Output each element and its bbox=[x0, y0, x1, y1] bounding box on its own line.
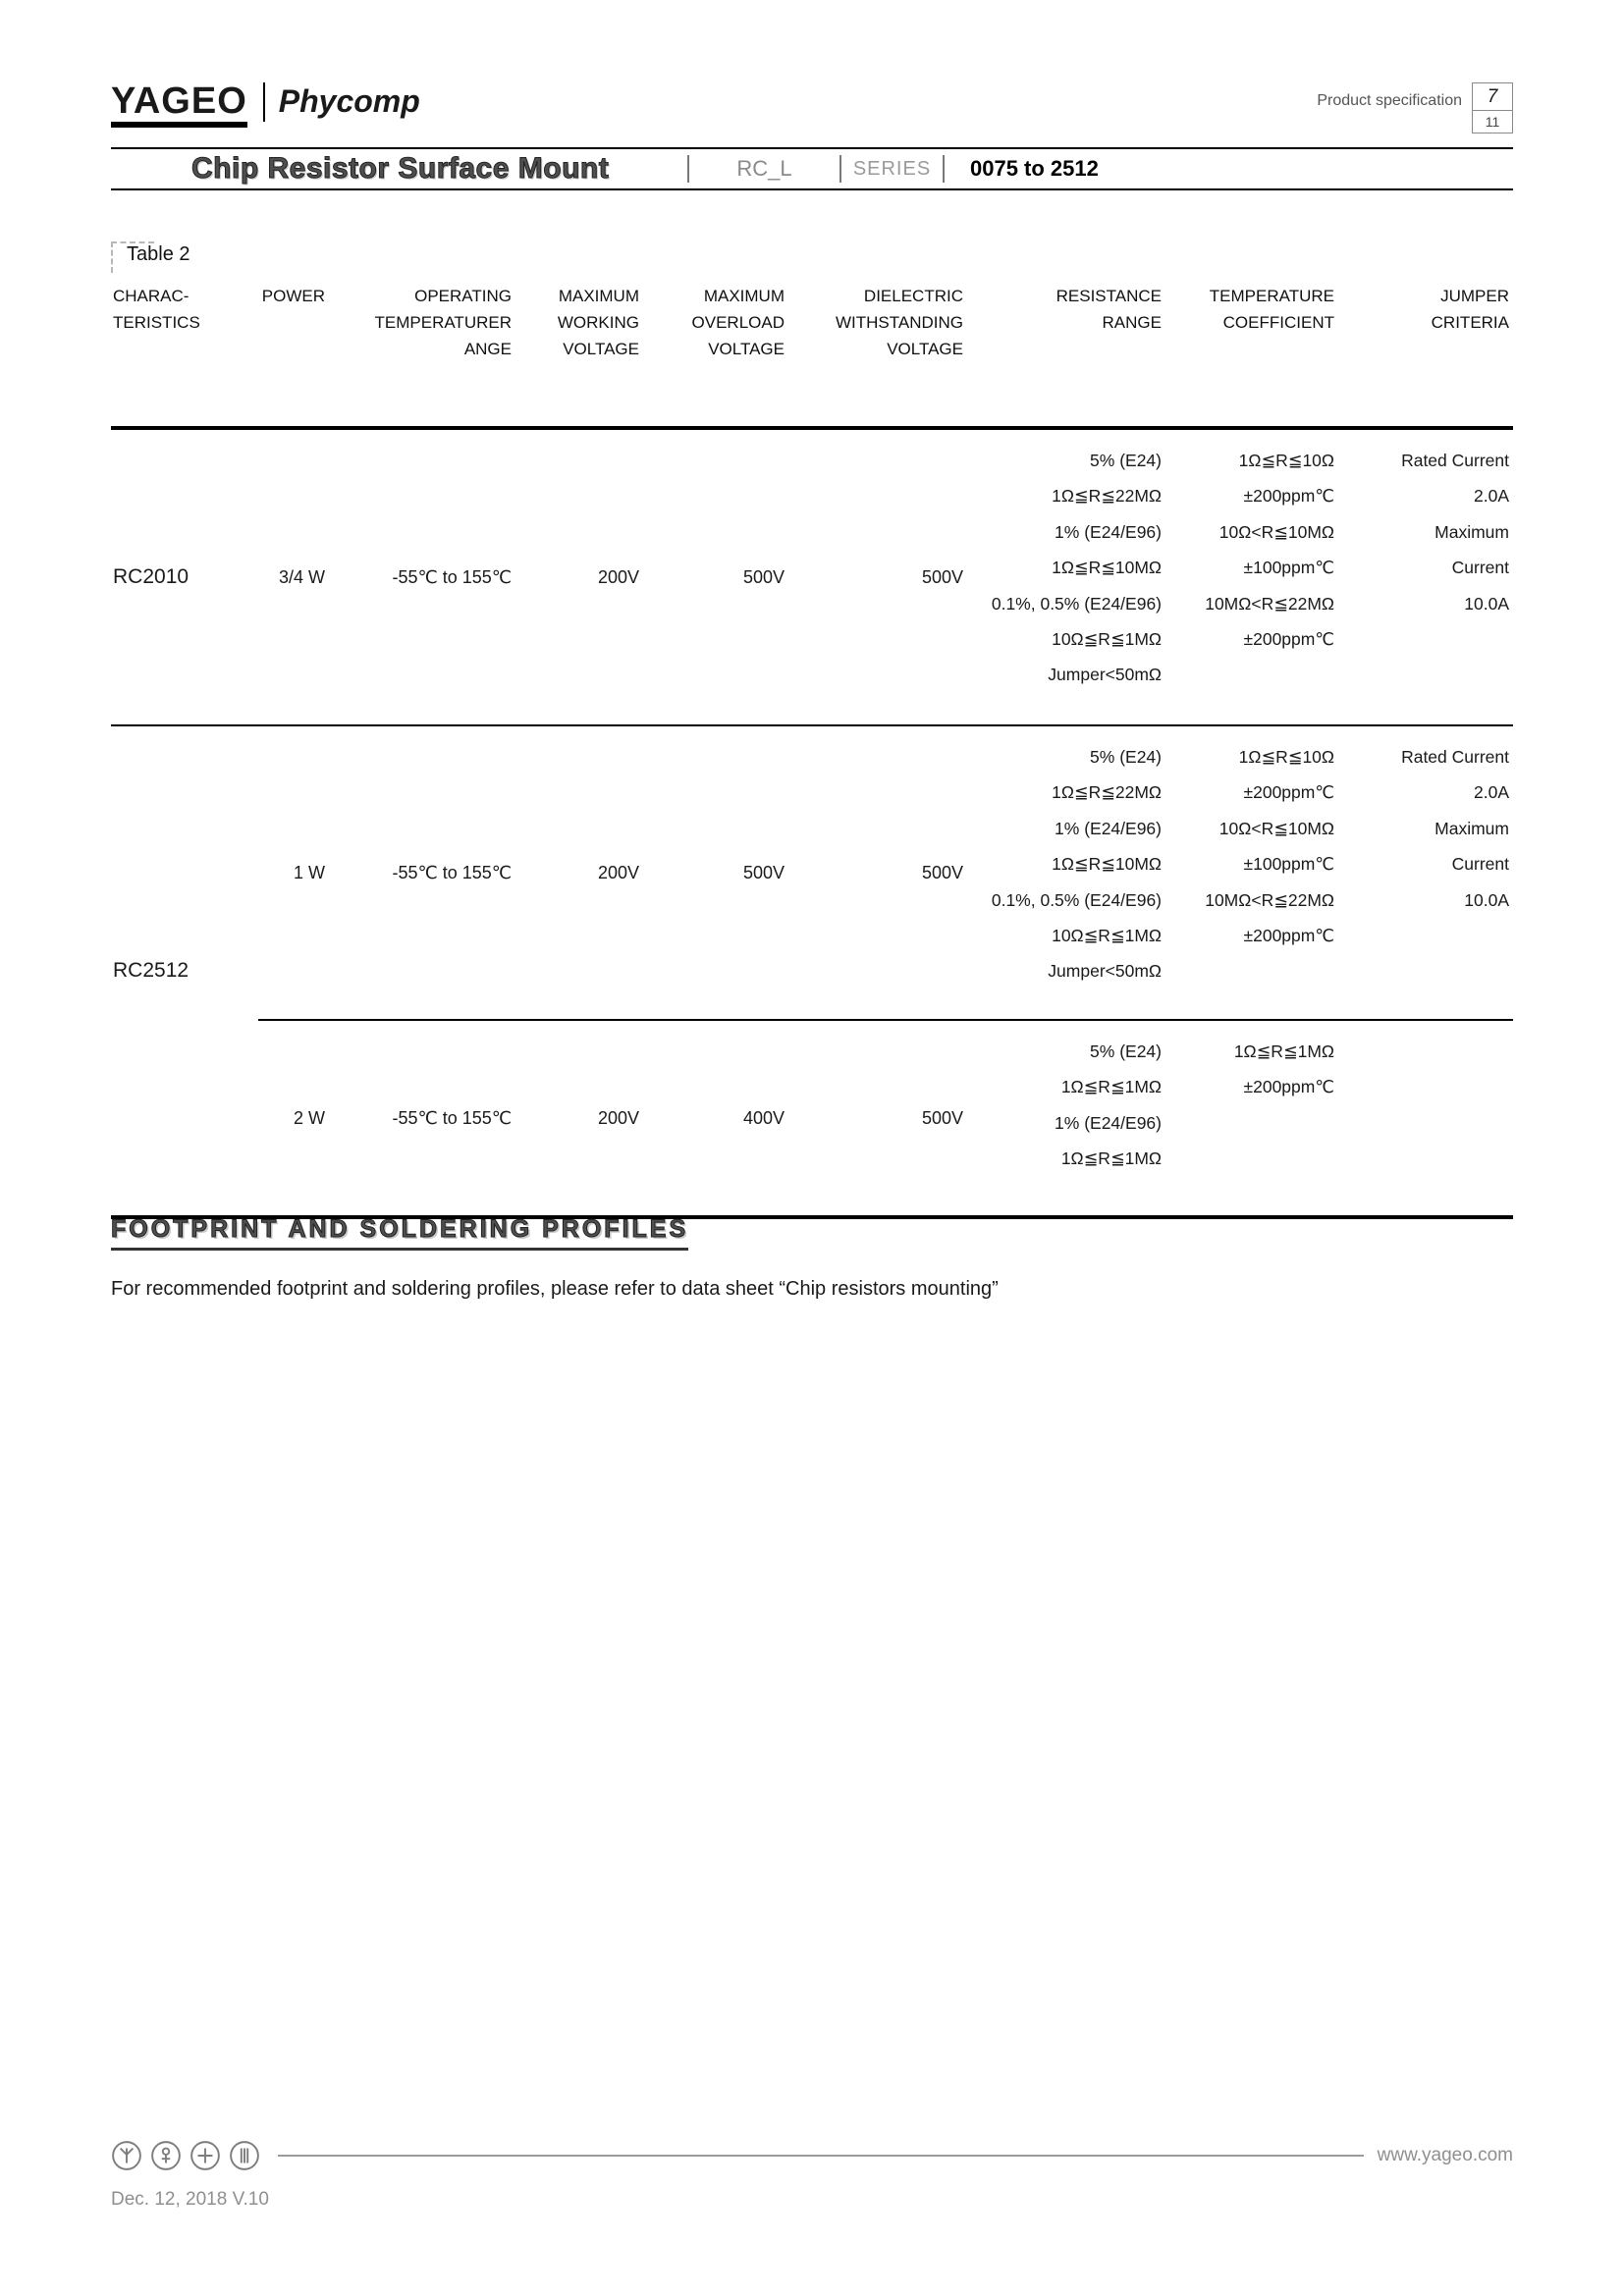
table-row-rc2512-2w bbox=[111, 1020, 1513, 1217]
header-line: TEMPERATURER bbox=[374, 313, 512, 332]
value-line: Maximum bbox=[1435, 521, 1509, 542]
series-code: RC_L bbox=[736, 156, 792, 181]
value-line: 1% (E24/E96) bbox=[1055, 1112, 1162, 1133]
header-line: RESISTANCE bbox=[1056, 287, 1162, 305]
value-line: Maximum bbox=[1435, 818, 1509, 838]
jumper-criteria-cell bbox=[1338, 725, 1513, 1020]
value-line: ±200ppm℃ bbox=[1243, 486, 1334, 507]
footer bbox=[111, 2140, 1513, 2211]
col-header-max-working-voltage bbox=[515, 279, 643, 428]
header-line: JUMPER bbox=[1440, 287, 1509, 305]
header-line: TEMPERATURE bbox=[1209, 287, 1334, 305]
footprint-heading: FOOTPRINT AND SOLDERING PROFILES bbox=[111, 1215, 688, 1251]
col-header-dielectric-withstanding-voltage bbox=[788, 279, 967, 428]
working-voltage-cell: 200V bbox=[515, 428, 643, 725]
value-line: 10Ω<R≦10MΩ bbox=[1218, 521, 1334, 542]
resistance-range-cell bbox=[967, 1020, 1165, 1217]
table-caption: Table 2 bbox=[127, 243, 190, 265]
value-line: 5% (E24) bbox=[1090, 747, 1162, 767]
temp-coefficient-cell bbox=[1165, 428, 1338, 725]
yageo-logo-text: YAGEO bbox=[111, 82, 247, 128]
document-title: Chip Resistor Surface Mount bbox=[191, 152, 610, 185]
value-line: 1Ω≦R≦1MΩ bbox=[1233, 1041, 1334, 1061]
table-header-row bbox=[111, 279, 1513, 428]
footer-row bbox=[111, 2140, 1513, 2171]
header-line: RANGE bbox=[1102, 313, 1162, 332]
power-cell: 3/4 W bbox=[258, 428, 329, 725]
table-area bbox=[111, 236, 1513, 1219]
value-line: Current bbox=[1451, 854, 1509, 875]
header-line: WORKING bbox=[557, 313, 639, 332]
header-line: VOLTAGE bbox=[708, 340, 785, 358]
value-line: 1% (E24/E96) bbox=[1055, 818, 1162, 838]
table-row-rc2010 bbox=[111, 428, 1513, 725]
value-line: 10.0A bbox=[1464, 889, 1509, 910]
temp-coefficient-cell bbox=[1165, 725, 1338, 1020]
model-cell: RC2512 bbox=[111, 725, 258, 1217]
header-line: CRITERIA bbox=[1431, 313, 1509, 332]
header-line: COEFFICIENT bbox=[1222, 313, 1334, 332]
value-line: 1Ω≦R≦10MΩ bbox=[1052, 854, 1162, 875]
col-header-max-overload-voltage bbox=[643, 279, 788, 428]
value-line: 1Ω≦R≦1MΩ bbox=[1060, 1148, 1162, 1169]
spec-area bbox=[1317, 82, 1513, 133]
col-header-temperature-coefficient bbox=[1165, 279, 1338, 428]
jumper-criteria-cell bbox=[1338, 1020, 1513, 1217]
col-header-jumper-criteria bbox=[1338, 279, 1513, 428]
temp-coefficient-cell bbox=[1165, 1020, 1338, 1217]
col-header-operating-temperature-range bbox=[329, 279, 515, 428]
dielectric-voltage-cell: 500V bbox=[788, 1020, 967, 1217]
caption-row bbox=[111, 236, 1513, 279]
value-line: ±200ppm℃ bbox=[1243, 1077, 1334, 1097]
value-line: 1% (E24/E96) bbox=[1055, 521, 1162, 542]
value-line: 10Ω≦R≦1MΩ bbox=[1052, 629, 1162, 650]
jumper-criteria-cell bbox=[1338, 428, 1513, 725]
overload-voltage-cell: 500V bbox=[643, 725, 788, 1020]
date-version: Dec. 12, 2018 V.10 bbox=[111, 2189, 269, 2210]
series-label: SERIES bbox=[852, 157, 932, 180]
value-line: ±200ppm℃ bbox=[1243, 782, 1334, 803]
certification-icon-1 bbox=[111, 2140, 142, 2171]
phycomp-logo: Phycomp bbox=[278, 83, 420, 119]
value-line: 5% (E24) bbox=[1090, 451, 1162, 470]
size-range: 0075 to 2512 bbox=[970, 156, 1099, 181]
header-line: ANGE bbox=[463, 340, 512, 358]
col-header-power bbox=[258, 279, 329, 428]
value-line: 2.0A bbox=[1474, 782, 1509, 803]
table-row-rc2512-1w bbox=[111, 725, 1513, 1020]
footprint-section bbox=[111, 1215, 999, 1301]
value-line: ±200ppm℃ bbox=[1243, 926, 1334, 946]
certification-icon-4 bbox=[229, 2140, 260, 2171]
value-line: Rated Current bbox=[1401, 451, 1509, 470]
working-voltage-cell: 200V bbox=[515, 1020, 643, 1217]
header-line: POWER bbox=[261, 287, 325, 305]
header-line: CHARAC- bbox=[113, 287, 189, 305]
value-line: 1Ω≦R≦10Ω bbox=[1238, 451, 1334, 470]
col-header-characteristics bbox=[111, 279, 258, 428]
overload-voltage-cell: 500V bbox=[643, 428, 788, 725]
value-line: 0.1%, 0.5% (E24/E96) bbox=[991, 889, 1162, 910]
dielectric-voltage-cell: 500V bbox=[788, 725, 967, 1020]
model-cell: RC2010 bbox=[111, 428, 258, 725]
header-line: TERISTICS bbox=[113, 313, 200, 332]
characteristics-table bbox=[111, 279, 1513, 1219]
yageo-logo bbox=[111, 82, 247, 128]
resistance-range-cell bbox=[967, 725, 1165, 1020]
value-line: 10MΩ<R≦22MΩ bbox=[1205, 889, 1334, 910]
value-line: 1Ω≦R≦10MΩ bbox=[1052, 558, 1162, 578]
power-cell: 2 W bbox=[258, 1020, 329, 1217]
certification-icon-2 bbox=[150, 2140, 182, 2171]
dielectric-voltage-cell: 500V bbox=[788, 428, 967, 725]
page-total: 11 bbox=[1485, 114, 1500, 130]
value-line: Jumper<50mΩ bbox=[1048, 665, 1162, 685]
value-line: 1Ω≦R≦22MΩ bbox=[1052, 782, 1162, 803]
value-line: ±100ppm℃ bbox=[1243, 558, 1334, 578]
header-line: OVERLOAD bbox=[691, 313, 785, 332]
value-line: Jumper<50mΩ bbox=[1048, 961, 1162, 982]
header-line: MAXIMUM bbox=[703, 287, 785, 305]
value-line: ±200ppm℃ bbox=[1243, 629, 1334, 650]
page-indicator bbox=[1472, 82, 1513, 133]
resistance-range-cell bbox=[967, 428, 1165, 725]
value-line: 5% (E24) bbox=[1090, 1041, 1162, 1061]
value-line: 0.1%, 0.5% (E24/E96) bbox=[991, 593, 1162, 614]
value-line: ±100ppm℃ bbox=[1243, 854, 1334, 875]
working-voltage-cell: 200V bbox=[515, 725, 643, 1020]
header-line: WITHSTANDING bbox=[835, 313, 963, 332]
product-specification-label: Product specification bbox=[1317, 92, 1462, 109]
value-line: 1Ω≦R≦22MΩ bbox=[1052, 486, 1162, 507]
value-line: 1Ω≦R≦10Ω bbox=[1238, 747, 1334, 767]
page-number: 7 bbox=[1473, 83, 1512, 111]
title-segment bbox=[111, 152, 687, 186]
temp-range-cell: -55℃ to 155℃ bbox=[329, 1020, 515, 1217]
logo-divider bbox=[263, 82, 265, 122]
value-line: 10.0A bbox=[1464, 593, 1509, 614]
value-line: Current bbox=[1451, 558, 1509, 578]
website-url[interactable]: www.yageo.com bbox=[1377, 2145, 1513, 2165]
header bbox=[111, 82, 1513, 133]
footer-divider-line bbox=[278, 2155, 1364, 2157]
power-cell: 1 W bbox=[258, 725, 329, 1020]
temp-range-cell: -55℃ to 155℃ bbox=[329, 725, 515, 1020]
value-line: 10Ω<R≦10MΩ bbox=[1218, 818, 1334, 838]
temp-range-cell: -55℃ to 155℃ bbox=[329, 428, 515, 725]
value-line: Rated Current bbox=[1401, 747, 1509, 767]
footprint-body: For recommended footprint and soldering profiles, please refer to data sheet “Chip resistors mounting” bbox=[111, 1278, 999, 1300]
title-band bbox=[111, 147, 1513, 190]
value-line: 10MΩ<R≦22MΩ bbox=[1205, 593, 1334, 614]
value-line: 10Ω≦R≦1MΩ bbox=[1052, 926, 1162, 946]
header-line: VOLTAGE bbox=[563, 340, 639, 358]
header-line: MAXIMUM bbox=[558, 287, 639, 305]
header-line: OPERATING bbox=[414, 287, 512, 305]
value-line: 1Ω≦R≦1MΩ bbox=[1060, 1077, 1162, 1097]
certification-icon-3 bbox=[189, 2140, 221, 2171]
value-line: 2.0A bbox=[1474, 486, 1509, 507]
overload-voltage-cell: 400V bbox=[643, 1020, 788, 1217]
col-header-resistance-range bbox=[967, 279, 1165, 428]
header-line: DIELECTRIC bbox=[863, 287, 963, 305]
header-line: VOLTAGE bbox=[887, 340, 963, 358]
